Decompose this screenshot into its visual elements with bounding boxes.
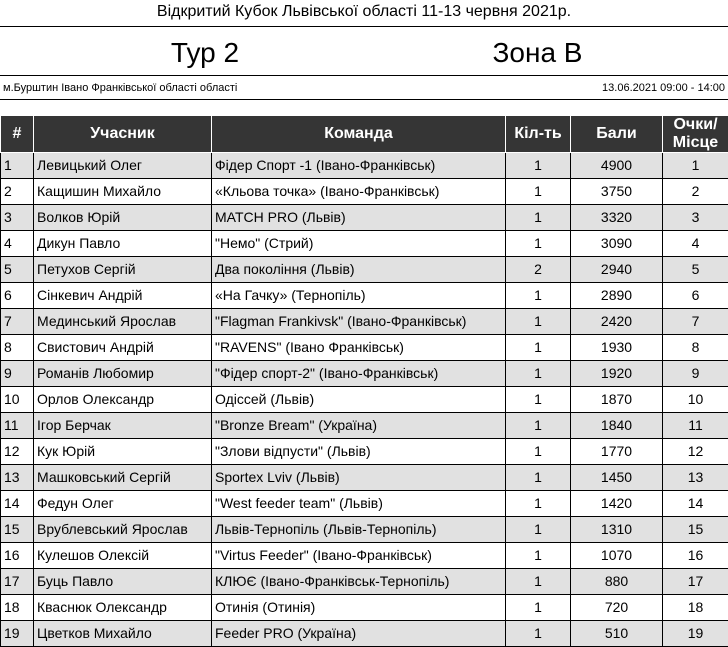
points-value: 1930 [571,335,663,361]
participant-name: Федун Олег [34,491,212,517]
participant-name: Орлов Олександр [34,387,212,413]
quantity-value: 1 [506,595,571,621]
quantity-value: 1 [506,543,571,569]
points-value: 1870 [571,387,663,413]
place-value: 2 [663,179,728,205]
row-number: 9 [1,361,34,387]
place-value: 1 [663,153,728,179]
points-value: 3090 [571,231,663,257]
place-value: 7 [663,309,728,335]
participant-name: Цветков Михайло [34,621,212,647]
row-number: 10 [1,387,34,413]
row-number: 8 [1,335,34,361]
column-header-team: Команда [212,116,506,153]
place-value: 9 [663,361,728,387]
participant-name: Буць Павло [34,569,212,595]
participant-name: Врублевський Ярослав [34,517,212,543]
divider-bottom [0,99,728,100]
quantity-value: 1 [506,517,571,543]
team-name: "Virtus Feeder" (Івано-Франківськ) [212,543,506,569]
team-name: "Bronze Bream" (Україна) [212,413,506,439]
table-row [1,569,728,595]
table-row [1,621,728,647]
column-header-number: # [1,116,34,153]
table-row [1,439,728,465]
table-row [1,283,728,309]
row-number: 5 [1,257,34,283]
table-header-row [1,116,728,153]
participant-name: Ігор Берчак [34,413,212,439]
points-value: 1840 [571,413,663,439]
participant-name: Кваснюк Олександр [34,595,212,621]
participant-name: Кук Юрій [34,439,212,465]
table-row [1,595,728,621]
quantity-value: 1 [506,231,571,257]
divider-middle [0,75,728,76]
divider-top [0,26,728,27]
row-number: 11 [1,413,34,439]
datetime-text: 13.06.2021 09:00 - 14:00 [602,82,725,94]
table-row [1,465,728,491]
quantity-value: 1 [506,309,571,335]
table-row [1,491,728,517]
points-value: 4900 [571,153,663,179]
team-name: «Кльова точка» (Івано-Франківськ) [212,179,506,205]
team-name: «На Гачку» (Тернопіль) [212,283,506,309]
place-value: 10 [663,387,728,413]
table-row [1,413,728,439]
place-value: 4 [663,231,728,257]
place-value: 14 [663,491,728,517]
column-header-participant: Учасник [34,116,212,153]
place-value: 5 [663,257,728,283]
points-value: 2420 [571,309,663,335]
team-name: "West feeder team" (Львів) [212,491,506,517]
team-name: Львів-Тернопіль (Львів-Тернопіль) [212,517,506,543]
quantity-value: 1 [506,439,571,465]
points-value: 3320 [571,205,663,231]
points-value: 1770 [571,439,663,465]
place-value: 15 [663,517,728,543]
points-value: 1420 [571,491,663,517]
table-row [1,335,728,361]
points-value: 1310 [571,517,663,543]
table-row [1,257,728,283]
participant-name: Машковський Сергій [34,465,212,491]
points-value: 2940 [571,257,663,283]
row-number: 13 [1,465,34,491]
place-value: 6 [663,283,728,309]
row-number: 12 [1,439,34,465]
participant-name: Романів Любомир [34,361,212,387]
results-table [0,115,728,647]
place-value: 18 [663,595,728,621]
points-value: 2890 [571,283,663,309]
row-number: 15 [1,517,34,543]
points-value: 3750 [571,179,663,205]
team-name: MATCH PRO (Львів) [212,205,506,231]
place-value: 11 [663,413,728,439]
participant-name: Левицький Олег [34,153,212,179]
team-name: "RAVENS" (Івано Франківськ) [212,335,506,361]
row-number: 4 [1,231,34,257]
team-name: "Злови відпусти" (Львів) [212,439,506,465]
column-header-quantity: Кіл-ть [506,116,571,153]
document-title: Відкритий Кубок Львівської області 11-13 червня 2021р. [156,3,572,20]
participant-name: Кащишин Михайло [34,179,212,205]
quantity-value: 1 [506,335,571,361]
place-value: 13 [663,465,728,491]
team-name: "Flagman Frankivsk" (Івано-Франківськ) [212,309,506,335]
row-number: 18 [1,595,34,621]
column-header-points: Бали [571,116,663,153]
team-name: КЛЮЄ (Івано-Франківськ-Тернопіль) [212,569,506,595]
table-row [1,153,728,179]
participant-name: Мединський Ярослав [34,309,212,335]
team-name: Два покоління (Львів) [212,257,506,283]
quantity-value: 1 [506,491,571,517]
place-value: 8 [663,335,728,361]
team-name: Одіссей (Львів) [212,387,506,413]
team-name: "Немо" (Стрий) [212,231,506,257]
points-value: 1070 [571,543,663,569]
participant-name: Дикун Павло [34,231,212,257]
row-number: 19 [1,621,34,647]
table-row [1,205,728,231]
quantity-value: 2 [506,257,571,283]
points-value: 510 [571,621,663,647]
team-name: Sportex Lviv (Львів) [212,465,506,491]
place-value: 19 [663,621,728,647]
participant-name: Кулешов Олексій [34,543,212,569]
zone-label: Зона В [492,37,583,68]
team-name: Feeder PRO (Україна) [212,621,506,647]
row-number: 6 [1,283,34,309]
quantity-value: 1 [506,361,571,387]
quantity-value: 1 [506,205,571,231]
table-row [1,231,728,257]
location-text: м.Бурштин Івано Франківської області області [3,82,238,94]
quantity-value: 1 [506,153,571,179]
row-number: 17 [1,569,34,595]
row-number: 2 [1,179,34,205]
row-number: 1 [1,153,34,179]
quantity-value: 1 [506,465,571,491]
participant-name: Сінкевич Андрій [34,283,212,309]
quantity-value: 1 [506,283,571,309]
participant-name: Петухов Сергій [34,257,212,283]
table-row [1,361,728,387]
place-value: 16 [663,543,728,569]
quantity-value: 1 [506,179,571,205]
team-name: Отинія (Отинія) [212,595,506,621]
points-value: 1920 [571,361,663,387]
quantity-value: 1 [506,413,571,439]
row-number: 3 [1,205,34,231]
team-name: "Фідер спорт-2" (Івано-Франківськ) [212,361,506,387]
quantity-value: 1 [506,569,571,595]
table-row [1,387,728,413]
place-value: 3 [663,205,728,231]
points-value: 880 [571,569,663,595]
quantity-value: 1 [506,621,571,647]
participant-name: Волков Юрій [34,205,212,231]
row-number: 16 [1,543,34,569]
points-value: 1450 [571,465,663,491]
column-header-place: Очки/ Місце [663,116,728,153]
row-number: 14 [1,491,34,517]
points-value: 720 [571,595,663,621]
place-value: 17 [663,569,728,595]
table-row [1,543,728,569]
team-name: Фідер Спорт -1 (Івано-Франківськ) [212,153,506,179]
place-value: 12 [663,439,728,465]
participant-name: Свистович Андрій [34,335,212,361]
quantity-value: 1 [506,387,571,413]
row-number: 7 [1,309,34,335]
tour-label: Тур 2 [170,37,240,68]
table-row [1,309,728,335]
table-row [1,179,728,205]
table-row [1,517,728,543]
